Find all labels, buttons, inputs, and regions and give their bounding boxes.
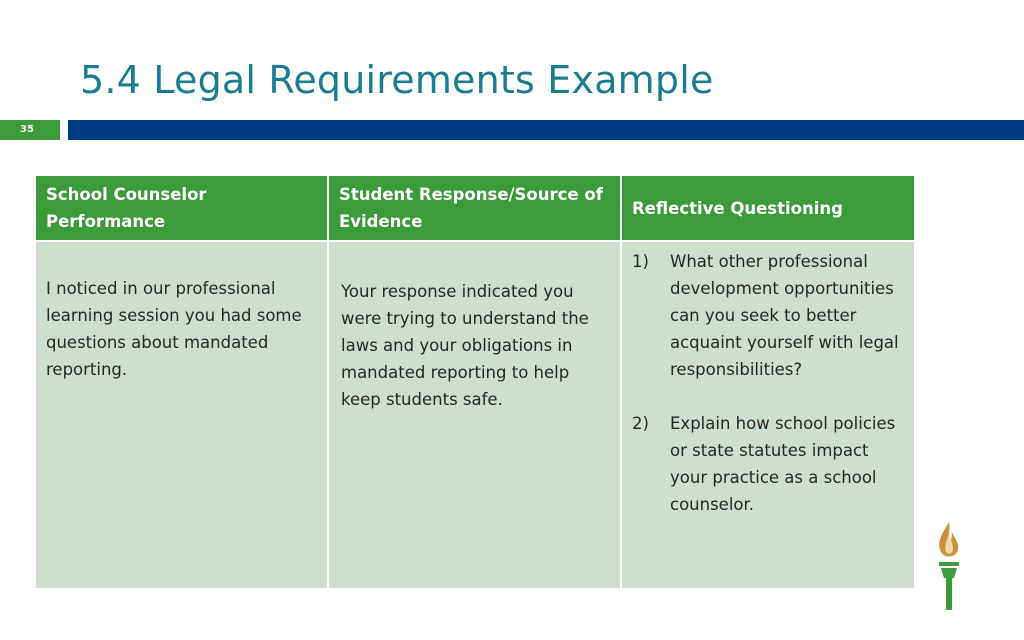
- header-rule: [68, 120, 1024, 140]
- requirements-table: [34, 174, 916, 590]
- performance-cell: [35, 241, 328, 589]
- slide-number: 35: [0, 120, 60, 140]
- header-evidence: Student Response/Source of Evidence: [328, 175, 621, 241]
- slide-title: 5.4 Legal Requirements Example: [80, 58, 714, 102]
- question-number: 2): [632, 414, 649, 433]
- header-performance: School Counselor Performance: [35, 175, 328, 241]
- list-item: [632, 248, 904, 383]
- question-text: Explain how school policies or state statutes impact your practice as a school counselor.: [670, 414, 896, 514]
- header-reflective: Reflective Questioning: [621, 175, 915, 241]
- question-number: 1): [632, 252, 649, 271]
- performance-text: I noticed in our professional learning session you had some questions about mandated reporting.: [46, 279, 302, 379]
- list-item: [632, 410, 904, 518]
- question-list: [632, 248, 904, 518]
- evidence-cell: [328, 241, 621, 589]
- table-row: [35, 241, 915, 589]
- torch-icon: [932, 520, 966, 612]
- questions-cell: [621, 241, 915, 589]
- table-header-row: [35, 175, 915, 241]
- question-text: What other professional development opportunities can you seek to better acquaint yourself with legal responsibilities?: [670, 252, 899, 379]
- evidence-text: Your response indicated you were trying to understand the laws and your obligations in mandated reporting to help keep students safe.: [341, 282, 589, 409]
